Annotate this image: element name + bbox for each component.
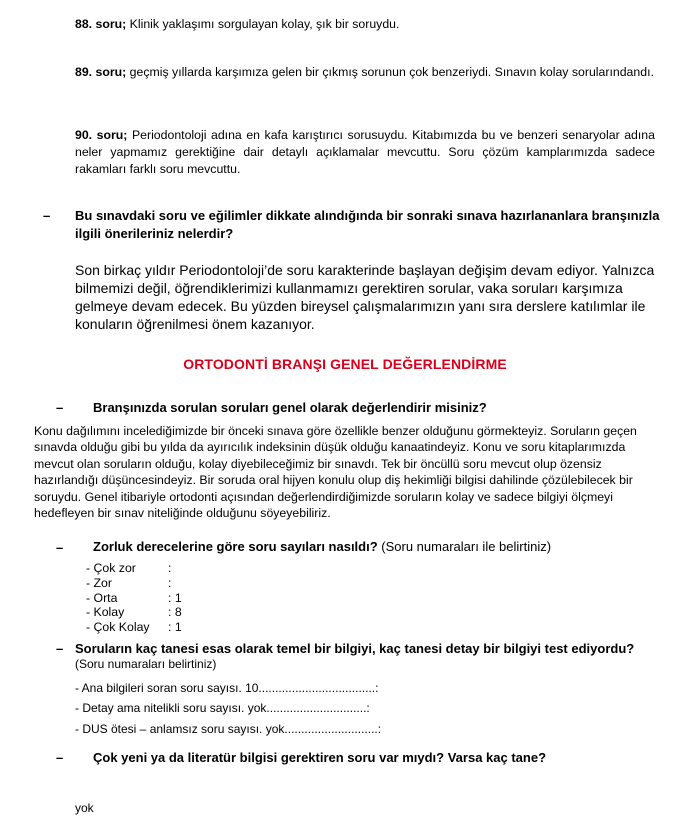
answer-88 [75,16,655,33]
bullet-dash: – [56,540,64,555]
question-difficulty-text: Zorluk derecelerine göre soru sayıları nasıldı? [93,539,378,554]
bullet-dash: – [56,400,64,415]
list-item: - Ana bilgileri soran soru sayısı. 10...................................: [75,681,379,695]
difficulty-list [86,561,182,635]
answer-recommendations: Son birkaç yıldır Periodontoloji’de soru karakterinde başlayan değişim devam ediyor. Yalnızca bilmemizi değil, öğrendiklerimizi kullanmamızı gerektiren sorular, vaka soruları karşımıza gelmeye devam edecek. Bu yüzden bireysel çalışmalarımızın yanı sıra derslere katılımlar ile konuların öğrenilmesi önem kazanıyor. [75,262,655,332]
bullet-dash: – [43,208,51,223]
answer-89 [75,64,655,81]
list-item: - Kolay : 8 [86,605,182,620]
answer-text: geçmiş yıllarda karşımıza gelen bir çıkmış sorunun çok benzeriydi. Sınavın kolay sorularındandı. [126,65,654,79]
answer-text: Klinik yaklaşımı sorgulayan kolay, şık bir soruydu. [126,17,400,31]
list-item: - Orta : 1 [86,590,182,605]
question-general: Branşınızda sorulan soruları genel olarak değerlendirir misiniz? [93,400,487,415]
answer-new-literature: yok [75,801,94,815]
list-item: - Çok Kolay : 1 [86,620,182,635]
answer-90 [75,127,655,178]
question-basic-note: (Soru numaraları belirtiniz) [75,657,217,671]
answer-general: Konu dağılımını incelediğimizde bir önceki sınava göre özellikle benzer olduğunu görmekteyiz. Soruların geçen sınavda olduğu gibi bu yılda da ayırıcılık indeksinin düşük olduğu kanaatindeyiz. Konu ve soru kitaplarımızda mevcut olan soruların olduğu, kolay diyebileceğimiz bir sınavdı. Tek bir öncüllü soru mevcut olup özensiz hazırlandığı düşüncesindeyiz. Bir soruda oral hijyen konulu olup diş hekimliği bilgisi dahilinde çözülebilecek bir soruydu. Genel itibariyle ortodonti açısından değerlendirdiğimizde soruların kolay ve sadece bilgiyi ölçmeyi hedefleyen bir sınav niteliğinde olduğunu söyeyebiliriz. [34,424,637,521]
question-number: 88. soru; [75,17,127,31]
question-number: 90. soru; [75,128,128,142]
question-difficulty-note: (Soru numaraları ile belirtiniz) [377,539,552,554]
question-recommendations: Bu sınavdaki soru ve eğilimler dikkate alındığında bir sonraki sınava hazırlananlara branşınızla ilgili önerileriniz nelerdir? [75,208,660,241]
list-item: - Zor : [86,575,172,590]
bullet-dash: – [56,641,64,656]
list-item: - DUS ötesi – anlamsız soru sayısı. yok............................: [75,722,382,736]
list-item: - Detay ama nitelikli soru sayısı. yok..............................: [75,701,370,715]
question-new-literature: Çok yeni ya da literatür bilgisi gerektiren soru var mıydı? Varsa kaç tane? [93,750,547,765]
question-difficulty [93,539,653,554]
question-basic-detail: Soruların kaç tanesi esas olarak temel bir bilgiyi, kaç tanesi detay bir bilgiyi test ediyordu? [75,641,635,656]
list-item: - Çok zor : [86,561,172,575]
answer-text: Periodontoloji adına en kafa karıştırıcı sorusuydu. Kitabımızda bu ve benzeri senaryolar adına neler yapmamız gerektiğine dair detaylı açıklamalar mevcuttu. Soru çözüm kamplarımızda sadece rakamları farklı soru mevcuttu. [75,128,655,176]
question-number: 89. soru; [75,65,127,79]
bullet-dash: – [56,750,64,765]
section-heading: ORTODONTİ BRANŞI GENEL DEĞERLENDİRME [183,356,507,372]
